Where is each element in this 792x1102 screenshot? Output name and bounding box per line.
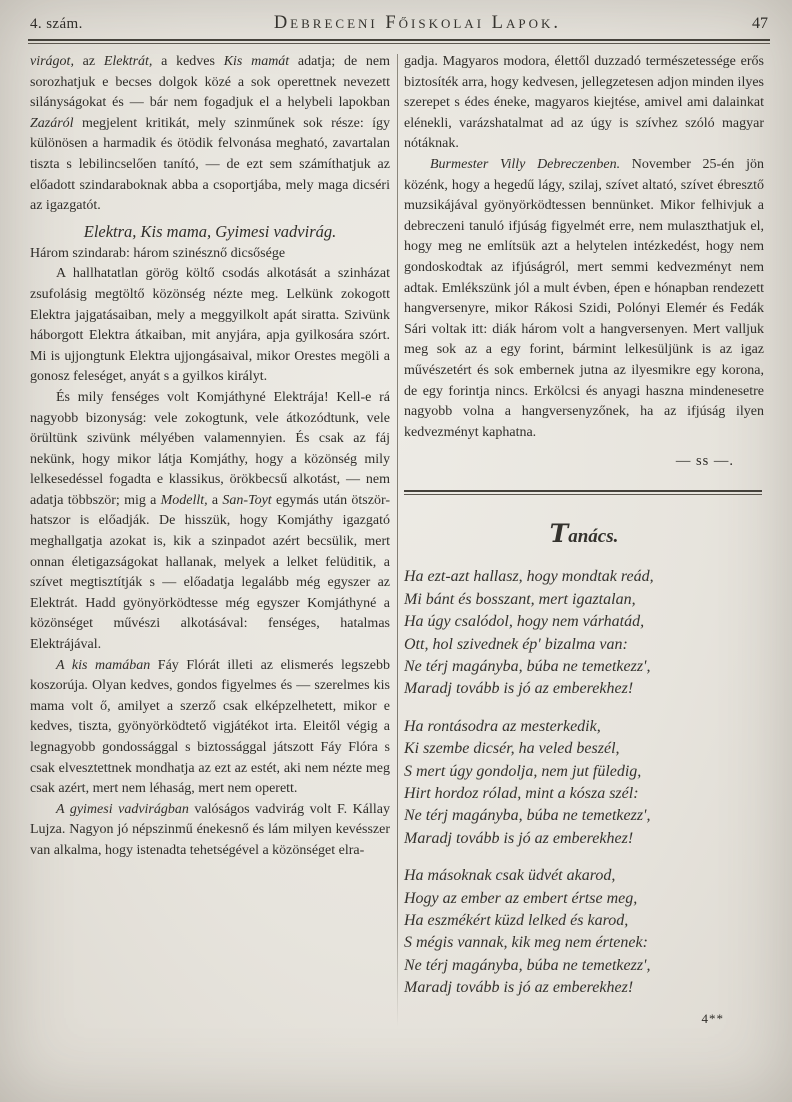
poem-title-initial: T xyxy=(549,519,569,549)
body-text: gadja. Magyaros modora, élettől duzzadó természetessége erős biztosíték arra, hogy kedvesen, jellegzetesen adjon minden ilyes szerepet s édes éneke, magyaros kiejtése, amivel ami dalainkat elénekli, varázshatalmat ad az úgy is szívhez szóló magyar nótáknak. xyxy=(404,54,764,152)
page-header xyxy=(0,0,792,37)
emphasized-text: San-Toyt xyxy=(222,492,272,508)
poem-line: Ott, hol szivednek ép' bizalma van: xyxy=(404,635,628,653)
body-text: Fáy Flórát illeti az elismerés legszebb koszorúja. Olyan kedves, gondos figyelmes és — szerelmes kis mama volt ő, amilyet a szerző csak elképzelhetett, mikor e kedves, tiszta, gyönyörködtető vigjátékot irta. Eleitől végig a legnagyobb gondossággal s biztossággal játszott Fáy Flóra s csak elvesztettnek mondhatja az ezt az estét, aki nem nézte meg csak azért, mert nem léhaság, mert nem operett. xyxy=(30,657,390,797)
poem-title: Tanács. xyxy=(549,519,619,549)
body-text: valóságos vadvirág volt F. Kállay Lujza. Nagyon jó népszinmű énekesnő és lám milyen kevésszer van alkalma, hogy istenadta tehetségével a közönséget elra- xyxy=(30,801,390,858)
poem-line: Mi bánt és bosszant, mert igaztalan, xyxy=(404,590,636,608)
column-divider xyxy=(397,54,398,1027)
poem-line: Hirt hordoz rólad, mint a kósza szél: xyxy=(404,784,639,802)
poem-line: Maradj tovább is jó az emberekhez! xyxy=(404,979,634,997)
paragraph xyxy=(404,155,764,443)
poem-line: Hogy az ember az embert értse meg, xyxy=(404,889,638,907)
page-number: 47 xyxy=(752,15,768,32)
section-separator-rule xyxy=(404,490,762,495)
paragraph xyxy=(30,244,390,265)
poem-stanza xyxy=(404,716,764,850)
poem-line: Maradj tovább is jó az emberekhez! xyxy=(404,829,634,847)
body-text: a xyxy=(207,492,223,508)
paragraph xyxy=(30,800,390,862)
emphasized-text: Elektra, Kis mama, Gyimesi vadvirág. xyxy=(83,221,337,241)
poem-stanza xyxy=(404,865,764,999)
poem-line: S mert úgy gondolja, nem jut füledig, xyxy=(404,762,642,780)
paragraph xyxy=(30,656,390,800)
signature-mark: 4** xyxy=(701,1010,724,1026)
journal-title: Debreceni Főiskolai Lapok. xyxy=(273,13,561,33)
poem-line: Ha eszmékért küzd lelked és karod, xyxy=(404,911,629,929)
body-text: megjelent kritikát, mely szinműnek sok része: így különösen a harmadik és ötödik felvonása megható, zavartalan tiszta s lebilincselően tanító, — de ezt sem számíthatjuk az előadott szindaraboknak abba a csoportjába, mely maga dicséri az igazgatót. xyxy=(30,115,390,214)
poem-line: S mégis vannak, kik meg nem értenek: xyxy=(404,934,648,952)
emphasized-text: A kis mamában xyxy=(56,657,151,673)
body-text: És mily fenséges volt Komjáthyné Elektrája! Kell-e rá nagyobb bizonyság: vele zokogtunk, vele átkozódtunk, vele örültünk szivünk mélyében valamennyien. És csak az fáj nekünk, hogy mikor látja Komjáthy, hogy a közönség mily lelkesedéssel fogadta e klassikus, örökbecsű alkotást, — nem adatja többször; mig a xyxy=(30,389,390,508)
body-text: Három szindarab: három szinésznő dicsősége xyxy=(30,245,286,261)
emphasized-text: Zazáról xyxy=(30,115,74,131)
paragraph xyxy=(30,264,390,388)
poem-line: Ha ezt-azt hallasz, hogy mondtak reád, xyxy=(404,568,654,586)
article-title xyxy=(30,220,390,243)
left-column xyxy=(30,52,390,1027)
paragraph xyxy=(30,388,390,656)
author-signature: — ss —. xyxy=(675,453,734,470)
body-text: a kedves xyxy=(152,54,224,69)
body-text: az xyxy=(73,54,104,69)
poem-stanza xyxy=(404,566,764,700)
poem-line: Ki szembe dicsér, ha veled beszél, xyxy=(404,740,620,758)
page-body xyxy=(0,44,792,1027)
paragraph xyxy=(404,52,764,155)
emphasized-text: Kis mamát xyxy=(223,54,290,69)
body-text: November 25-én jön közénk, hogy a hegedű lágy, szilaj, szívet altató, szívet ébresztő muzsikájával gyönyörködtessen bennünket. Mikor felhivjuk a debreczeni tanuló ifjúság figyelmét erre, nem mulaszthatjuk el, hogy meg ne említsük azt a helytelen intézkedést, hogy nem gondoskodtak az ifjúságról, mert semmi kedvezményt nem adtak. Emlékszünk jól a mult évben, épen e hónapban rendezett hangversenyre, mikor Rákosi Szidi, Polónyi Elemér és Fedák Sári voltak itt: diák három volt a hangversenyen. Mert valljuk meg sok az a egy forint, bármint lelkesüljünk is az igaz művészetért és sok embernek jutna az ilyesmikre egy korona, de egy forintja nincs. Erkölcsi és anyagi haszna mindenesetre nagyobb volna a hangversenyzőnek, ha az ifjúság ilyen kedvezményt kaphatna. xyxy=(404,156,764,440)
emphasized-text: Modellt, xyxy=(160,492,208,508)
emphasized-text: Burmester Villy Debreczenben. xyxy=(430,156,621,172)
body-text: A hallhatatlan görög költő csodás alkotását a szinházat zsufolásig megtöltő közönség nézte meg. Lelkünk zokogott Elektra jajgatásaiban, mely a meggyilkolt apát siratta. Szivünk háborgott Elektra átkaiban, mit anyjára, apja gyilkosára szórt. Mi is ujjongtunk Elektra ujjongásaival, mikor Orestes megöli a gonosz feleséget, anyát s a gyilkos királyt. xyxy=(30,266,390,385)
paragraph xyxy=(30,52,390,217)
emphasized-text: virágot, xyxy=(30,54,74,69)
poem-line: Maradj tovább is jó az emberekhez! xyxy=(404,680,634,698)
poem-line: Ne térj magányba, búba ne temetkezz', xyxy=(404,807,651,825)
poem-line: Ne térj magányba, búba ne temetkezz', xyxy=(404,956,651,974)
poem-line: Ha másoknak csak üdvét akarod, xyxy=(404,867,616,885)
poem-line: Ha rontásodra az mesterkedik, xyxy=(404,717,601,735)
poem-line: Ne térj magányba, búba ne temetkezz', xyxy=(404,657,651,675)
body-text: adatja; de nem sorozhatjuk e becses dolgok közé a sok operettnek nevezett silányságokat és — bár nem fogadjuk el a helybeli lapokban xyxy=(30,54,390,111)
right-column xyxy=(404,52,764,1027)
emphasized-text: Elektrát, xyxy=(103,54,153,69)
body-text: egymás után ötször-hatszor is előadják. De hisszük, hogy Komjáthy igazgató meghallgatja azokat is, kik a szinpadot azért becsülik, mert onnan életigazságokat hallanak, melyek a lelket felüditik, a szívet megtisztítják s — előadatja legalább még egyszer az Elektrát. Hadd gyönyörködtesse még egyszer Komjáthyné a közönséget művészi alkotásával: fenséges, hatalmas Elektrájával. xyxy=(30,492,390,653)
right-column-articles xyxy=(404,52,764,443)
issue-number: 4. szám. xyxy=(30,16,83,32)
poem-line: Ha úgy csalódol, hogy nem várhatád, xyxy=(404,613,645,631)
emphasized-text: A gyimesi vadvirágban xyxy=(56,801,189,817)
poem xyxy=(404,566,764,999)
